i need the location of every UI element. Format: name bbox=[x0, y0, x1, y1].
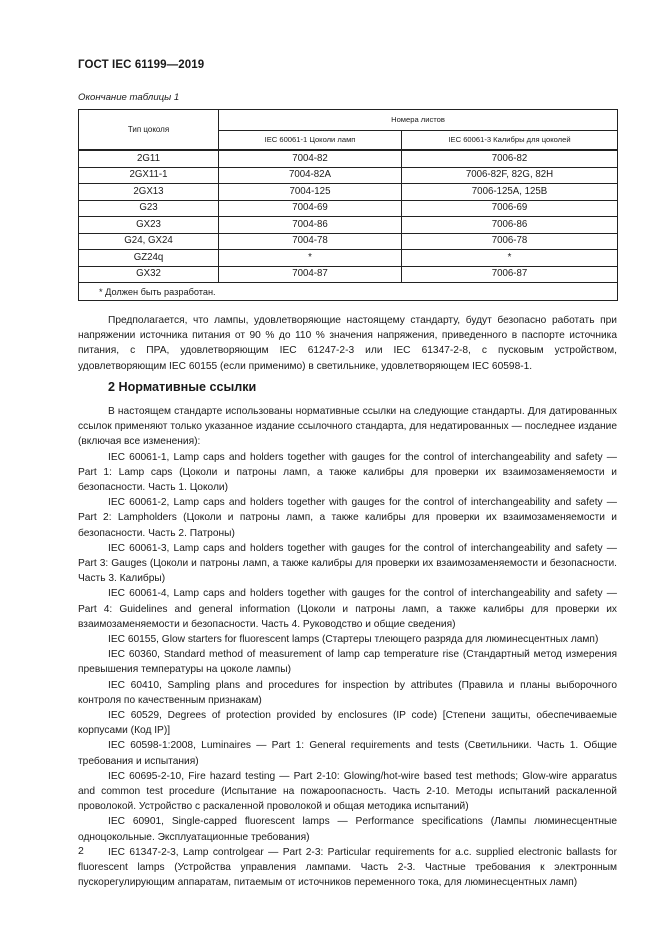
reference-item: IEC 60598-1:2008, Luminaires — Part 1: General requirements and tests (Светильники. Часть 1. Общие требования и испытания) bbox=[78, 740, 617, 767]
cell-lamp-sheet: 7004-125 bbox=[219, 184, 402, 201]
reference-item: IEC 60155, Glow starters for fluorescent lamps (Стартеры тлеющего разряда для люминесцентных ламп) bbox=[108, 634, 599, 646]
section-heading: 2 Нормативные ссылки bbox=[108, 380, 257, 394]
cell-lamp-sheet: * bbox=[219, 250, 402, 267]
header-sheet-numbers: Номера листов bbox=[219, 110, 618, 131]
table-row bbox=[79, 250, 618, 267]
cell-gauge-sheet: 7006-82F, 82G, 82H bbox=[402, 167, 618, 184]
paragraph: В настоящем стандарте использованы нормативные ссылки на следующие стандарты. Для датированных ссылок применяют только указанное издание ссылочного стандарта, для недатированных — последнее издание (включая все изменения): bbox=[78, 406, 617, 448]
table-row bbox=[79, 266, 618, 283]
reference-item: IEC 60901, Single-capped fluorescent lamps — Performance specifications (Лампы люминесцентные одноцокольные. Эксплуатационные требования) bbox=[78, 816, 617, 843]
cell-cap-type: GZ24q bbox=[79, 250, 219, 267]
reference-item: IEC 60695-2-10, Fire hazard testing — Part 2-10: Glowing/hot-wire based test methods; Glow-wire apparatus and common test procedure (Испытание на пожароопасность. Часть 2-10. Методы испытаний раскаленной проволокой. Устройство с раскаленной проволокой и общая методика испытаний) bbox=[78, 770, 617, 813]
reference-item: IEC 60061-1, Lamp caps and holders together with gauges for the control of interchangeability and safety — Part 1: Lamp caps (Цоколи и патроны ламп, а также калибры для проверки их взаимозаменяемости и безопасности. Часть 1. Цоколи) bbox=[78, 451, 617, 494]
reference-item: IEC 61347-2-3, Lamp controlgear — Part 2-3: Particular requirements for a.c. supplied electronic ballasts for fluorescent lamps (Устройства управления лампами. Часть 2-3. Частные требования к электронным пускорегулирующим аппаратам, питаемым от источников переменного тока, для люминесцентных ламп) bbox=[78, 846, 617, 889]
cell-cap-type: G24, GX24 bbox=[79, 233, 219, 250]
lamp-cap-table bbox=[78, 109, 618, 301]
cell-cap-type: 2GX11-1 bbox=[79, 167, 219, 184]
cell-gauge-sheet: 7006-69 bbox=[402, 200, 618, 217]
reference-item: IEC 60061-4, Lamp caps and holders together with gauges for the control of interchangeability and safety — Part 4: Guidelines and general information (Цоколи и патроны ламп, а также калибры для проверки их взаимозаменяемости и безопасности. Часть 4. Руководство и общие сведения) bbox=[78, 588, 617, 630]
cell-cap-type: G23 bbox=[79, 200, 219, 217]
table-row bbox=[79, 200, 618, 217]
cell-gauge-sheet: 7006-125A, 125B bbox=[402, 184, 618, 201]
cell-gauge-sheet: 7006-87 bbox=[402, 266, 618, 283]
table-row bbox=[79, 167, 618, 184]
reference-item: IEC 60529, Degrees of protection provided by enclosures (IP code) [Степени защиты, обеспечиваемые корпусами (Код IP)] bbox=[78, 710, 617, 737]
cell-cap-type: GX23 bbox=[79, 217, 219, 234]
table-caption: Окончание таблицы 1 bbox=[78, 92, 180, 103]
cell-cap-type: 2G11 bbox=[79, 150, 219, 167]
cell-lamp-sheet: 7004-82A bbox=[219, 167, 402, 184]
document-header: ГОСТ IEC 61199—2019 bbox=[78, 59, 205, 71]
normative-references bbox=[78, 404, 617, 891]
cell-lamp-sheet: 7004-86 bbox=[219, 217, 402, 234]
cell-gauge-sheet: 7006-86 bbox=[402, 217, 618, 234]
header-gauges: IEC 60061-3 Калибры для цоколей bbox=[402, 131, 618, 151]
reference-item: IEC 60061-3, Lamp caps and holders together with gauges for the control of interchangeability and safety — Part 3: Gauges (Цоколи и патроны ламп, а также калибры для проверки их взаимозаменяемости и безопасности. Часть 3. Калибры) bbox=[78, 542, 617, 585]
intro-paragraph: Предполагается, что лампы, удовлетворяющие настоящему стандарту, будут безопасно работать при напряжении источника питания от 90 % до 110 % значения напряжения, приведенного в паспорте источника питания, с ПРА, удовлетворяющим IEC 61247-2-3 или IEC 61347-2-8, с пусковым устройством, удовлетворяющим IEC 60155 (если применимо) в светильнике, удовлетворяющем IEC 60598-1. bbox=[78, 315, 617, 372]
reference-item: IEC 60360, Standard method of measurement of lamp cap temperature rise (Стандартный метод измерения превышения температуры на цоколе лампы) bbox=[78, 649, 617, 676]
intro-section bbox=[78, 313, 617, 374]
table-footnote-row bbox=[79, 283, 618, 301]
cell-gauge-sheet: 7006-78 bbox=[402, 233, 618, 250]
cell-gauge-sheet: 7006-82 bbox=[402, 150, 618, 167]
table-row bbox=[79, 150, 618, 167]
header-cap-type: Тип цоколя bbox=[79, 110, 219, 151]
cell-lamp-sheet: 7004-78 bbox=[219, 233, 402, 250]
reference-item: IEC 60061-2, Lamp caps and holders together with gauges for the control of interchangeability and safety — Part 2: Lampholders (Цоколи и патроны ламп, а также калибры для проверки их взаимозаменяемости и безопасности. Часть 2. Патроны) bbox=[78, 497, 617, 539]
cell-cap-type: 2GX13 bbox=[79, 184, 219, 201]
table-row bbox=[79, 233, 618, 250]
cell-cap-type: GX32 bbox=[79, 266, 219, 283]
page-number: 2 bbox=[78, 845, 84, 857]
cell-lamp-sheet: 7004-87 bbox=[219, 266, 402, 283]
cell-lamp-sheet: 7004-82 bbox=[219, 150, 402, 167]
cell-gauge-sheet: * bbox=[402, 250, 618, 267]
cell-lamp-sheet: 7004-69 bbox=[219, 200, 402, 217]
reference-item: IEC 60410, Sampling plans and procedures for inspection by attributes (Правила и планы выборочного контроля по качественным признакам) bbox=[78, 679, 617, 706]
table-footnote: * Должен быть разработан. bbox=[79, 283, 618, 301]
table-row bbox=[79, 184, 618, 201]
header-lamp-caps: IEC 60061-1 Цоколи ламп bbox=[219, 131, 402, 151]
table-row bbox=[79, 217, 618, 234]
